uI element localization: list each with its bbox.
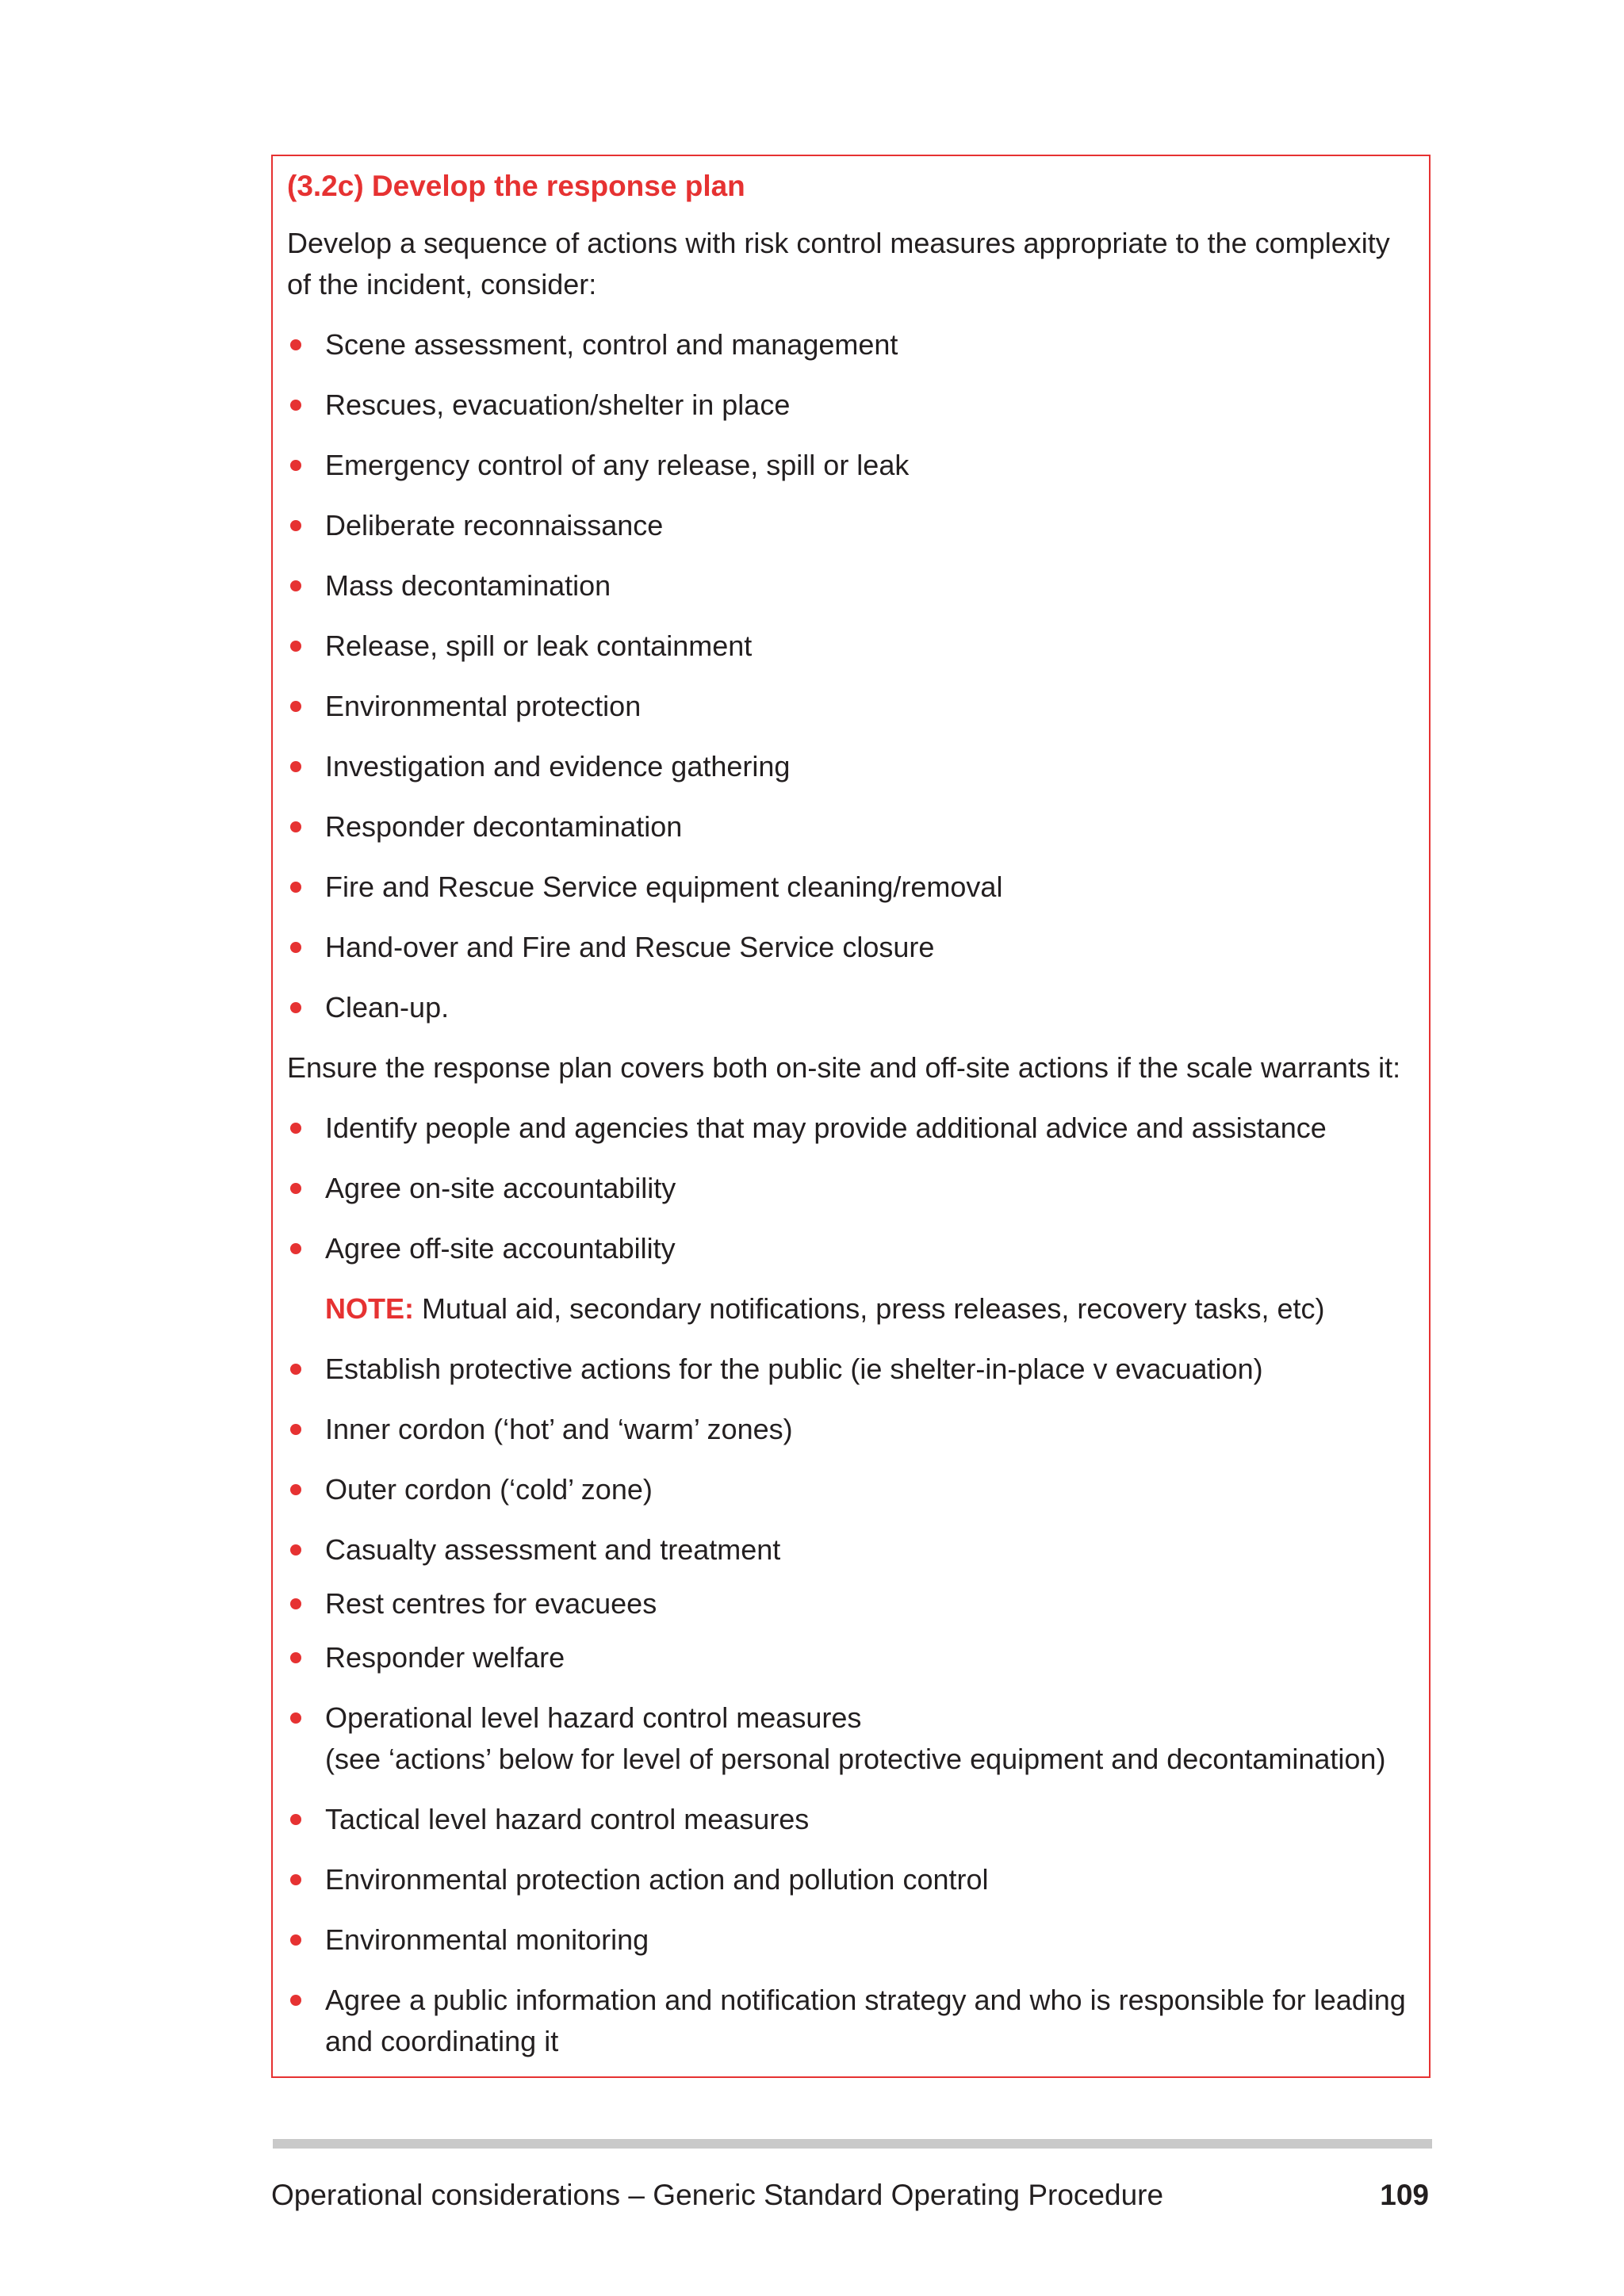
- list-item: [287, 1349, 1415, 1390]
- list-item: [287, 324, 1415, 365]
- intro-paragraph: Develop a sequence of actions with risk control measures appropriate to the complexity of the incident, consider:: [287, 227, 1390, 300]
- list-item: [287, 1409, 1415, 1450]
- bullet-icon: [290, 339, 301, 350]
- footer-rule: [273, 2139, 1432, 2149]
- bullet-icon: [290, 1874, 301, 1885]
- list-item-text: Operational level hazard control measures (see ‘actions’ below for level of personal protective equipment and decontamination): [325, 1701, 1386, 1775]
- list-item: [287, 927, 1415, 968]
- list-item: [287, 565, 1415, 607]
- list-item: [287, 746, 1415, 787]
- scale-paragraph: Ensure the response plan covers both on-site and off-site actions if the scale warrants it:: [287, 1051, 1401, 1084]
- list-item-text: Deliberate reconnaissance: [325, 509, 664, 541]
- bullet-icon: [290, 761, 301, 772]
- bullet-icon: [290, 1652, 301, 1663]
- list-item: [287, 1980, 1415, 2062]
- bullet-icon: [290, 942, 301, 953]
- list-item-text: Inner cordon (‘hot’ and ‘warm’ zones): [325, 1413, 793, 1445]
- list-item-text: Responder decontamination: [325, 810, 683, 843]
- bullet-icon: [290, 1598, 301, 1609]
- list-item: [287, 1228, 1415, 1269]
- bullet-icon: [290, 1712, 301, 1724]
- procedure-box: [271, 155, 1431, 2078]
- bullet-icon: [290, 701, 301, 712]
- list-item: [287, 806, 1415, 848]
- note-label: NOTE:: [325, 1292, 414, 1325]
- note: [287, 1288, 1415, 1330]
- list-item-text: Emergency control of any release, spill or leak: [325, 449, 910, 481]
- bullet-icon: [290, 1002, 301, 1013]
- list-item-text: Release, spill or leak containment: [325, 629, 753, 662]
- list-item: [287, 987, 1415, 1028]
- list-item-text: Hand-over and Fire and Rescue Service closure: [325, 931, 935, 963]
- list-item: [287, 1799, 1415, 1840]
- footer-title: Operational considerations – Generic Standard Operating Procedure: [271, 2179, 1164, 2211]
- section-title: (3.2c) Develop the response plan: [287, 170, 745, 202]
- list-item-text: Mass decontamination: [325, 569, 611, 602]
- list-item: [287, 1637, 1415, 1678]
- bullet-icon: [290, 1424, 301, 1435]
- list-item-text: Scene assessment, control and management: [325, 328, 898, 361]
- list-item: [287, 1919, 1415, 1961]
- considerations-list: [287, 324, 1415, 1028]
- note-text: Mutual aid, secondary notifications, press releases, recovery tasks, etc): [414, 1292, 1325, 1325]
- bullet-icon: [290, 1544, 301, 1556]
- bullet-icon: [290, 1814, 301, 1825]
- list-item: [287, 686, 1415, 727]
- bullet-icon: [290, 1484, 301, 1495]
- list-item-text: Casualty assessment and treatment: [325, 1533, 781, 1566]
- list-item-text: Identify people and agencies that may provide additional advice and assistance: [325, 1112, 1327, 1144]
- list-item-text: Agree off-site accountability: [325, 1232, 676, 1265]
- bullet-icon: [290, 1183, 301, 1194]
- list-item-text: Environmental protection action and pollution control: [325, 1863, 989, 1896]
- accountability-list: [287, 1108, 1415, 1269]
- list-item: [287, 1168, 1415, 1209]
- bullet-icon: [290, 580, 301, 591]
- list-item: [287, 505, 1415, 546]
- list-item-text: Investigation and evidence gathering: [325, 750, 791, 783]
- list-item-text: Environmental protection: [325, 690, 642, 722]
- list-item-text: Rest centres for evacuees: [325, 1587, 657, 1620]
- bullet-icon: [290, 1243, 301, 1254]
- list-item-text: Agree a public information and notification strategy and who is responsible for leading and coordinating it: [325, 1984, 1406, 2057]
- list-item-text: Rescues, evacuation/shelter in place: [325, 388, 791, 421]
- list-item: [287, 1859, 1415, 1900]
- list-item-text: Agree on-site accountability: [325, 1172, 676, 1204]
- bullet-icon: [290, 520, 301, 531]
- bullet-icon: [290, 1995, 301, 2006]
- bullet-icon: [290, 641, 301, 652]
- list-item-text: Clean-up.: [325, 991, 450, 1024]
- list-item-text: Establish protective actions for the public (ie shelter-in-place v evacuation): [325, 1353, 1263, 1385]
- bullet-icon: [290, 1934, 301, 1946]
- list-item: [287, 1529, 1415, 1571]
- bullet-icon: [290, 400, 301, 411]
- list-item: [287, 626, 1415, 667]
- page-number: 109: [1380, 2179, 1429, 2211]
- list-item: [287, 1469, 1415, 1510]
- bullet-icon: [290, 821, 301, 832]
- list-item: [287, 867, 1415, 908]
- list-item: [287, 1697, 1415, 1780]
- bullet-icon: [290, 882, 301, 893]
- bullet-icon: [290, 460, 301, 471]
- list-item-text: Environmental monitoring: [325, 1923, 649, 1956]
- list-item-text: Responder welfare: [325, 1641, 565, 1674]
- list-item: [287, 1583, 1415, 1624]
- list-item: [287, 445, 1415, 486]
- list-item-text: Fire and Rescue Service equipment cleaning/removal: [325, 871, 1003, 903]
- list-item: [287, 385, 1415, 426]
- list-item: [287, 1108, 1415, 1149]
- protective-actions-list: [287, 1349, 1415, 2062]
- list-item-text: Outer cordon (‘cold’ zone): [325, 1473, 653, 1506]
- list-item-text: Tactical level hazard control measures: [325, 1803, 810, 1835]
- bullet-icon: [290, 1123, 301, 1134]
- bullet-icon: [290, 1364, 301, 1375]
